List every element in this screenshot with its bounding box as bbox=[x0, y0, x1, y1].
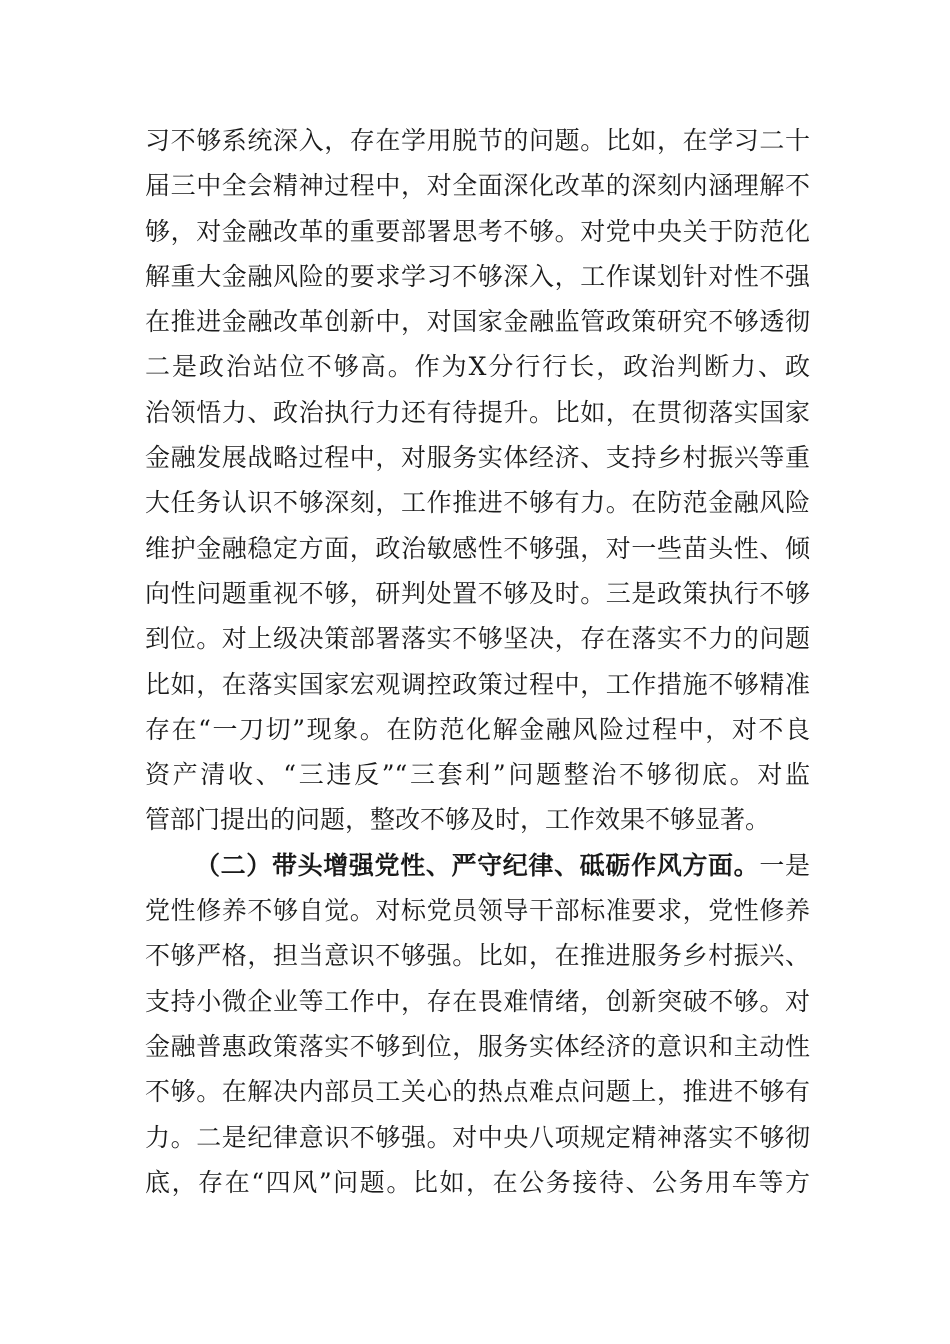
text-line: 不够。在解决内部员工关心的热点难点问题上，推进不够有 bbox=[145, 1077, 810, 1107]
text-line: 到位。对上级决策部署落实不够坚决，存在落实不力的问题 bbox=[145, 624, 810, 654]
text-line: 底，存在“四风”问题。比如，在公务接待、公务用车等方 bbox=[145, 1167, 810, 1197]
text-line: 力。二是纪律意识不够强。对中央八项规定精神落实不够彻 bbox=[145, 1122, 810, 1152]
text-line: 金融普惠政策落实不够到位，服务实体经济的意识和主动性 bbox=[145, 1031, 810, 1061]
section-heading-line bbox=[145, 843, 810, 888]
text-line: 届三中全会精神过程中，对全面深化改革的深刻内涵理解不 bbox=[145, 171, 810, 201]
text-line: 大任务认识不够深刻，工作推进不够有力。在防范金融风险 bbox=[145, 488, 810, 518]
text-line: 习不够系统深入，存在学用脱节的问题。比如，在学习二十 bbox=[145, 126, 810, 155]
section-heading: （二）带头增强党性、严守纪律、砥砺作风方面。 bbox=[195, 850, 760, 880]
text-line: 够，对金融改革的重要部署思考不够。对党中央关于防范化 bbox=[145, 216, 810, 246]
text-line: 解重大金融风险的要求学习不够深入，工作谋划针对性不强 bbox=[145, 261, 810, 291]
text-line: 治领悟力、政治执行力还有待提升。比如，在贯彻落实国家 bbox=[145, 397, 810, 427]
body-text bbox=[145, 118, 810, 1205]
text-line: 管部门提出的问题，整改不够及时，工作效果不够显著。 bbox=[145, 805, 771, 835]
text-line: 党性修养不够自觉。对标党员领导干部标准要求，党性修养 bbox=[145, 896, 810, 926]
text-line: 二是政治站位不够高。作为X分行行长，政治判断力、政 bbox=[145, 352, 810, 382]
text-line: 向性问题重视不够，研判处置不够及时。三是政策执行不够 bbox=[145, 578, 810, 608]
text-line: 不够严格，担当意识不够强。比如，在推进服务乡村振兴、 bbox=[145, 941, 810, 971]
text-line: 支持小微企业等工作中，存在畏难情绪，创新突破不够。对 bbox=[145, 986, 810, 1016]
text-line: 维护金融稳定方面，政治敏感性不够强，对一些苗头性、倾 bbox=[145, 533, 810, 563]
text-line: 比如，在落实国家宏观调控政策过程中，工作措施不够精准 bbox=[145, 669, 810, 699]
text-line: 金融发展战略过程中，对服务实体经济、支持乡村振兴等重 bbox=[145, 443, 810, 473]
section-heading-tail: 一是 bbox=[759, 850, 810, 880]
text-line: 在推进金融改革创新中，对国家金融监管政策研究不够透彻 bbox=[145, 307, 810, 337]
text-line: 资产清收、“三违反”“三套利”问题整治不够彻底。对监 bbox=[145, 760, 810, 790]
text-line: 存在“一刀切”现象。在防范化解金融风险过程中，对不良 bbox=[145, 714, 810, 744]
